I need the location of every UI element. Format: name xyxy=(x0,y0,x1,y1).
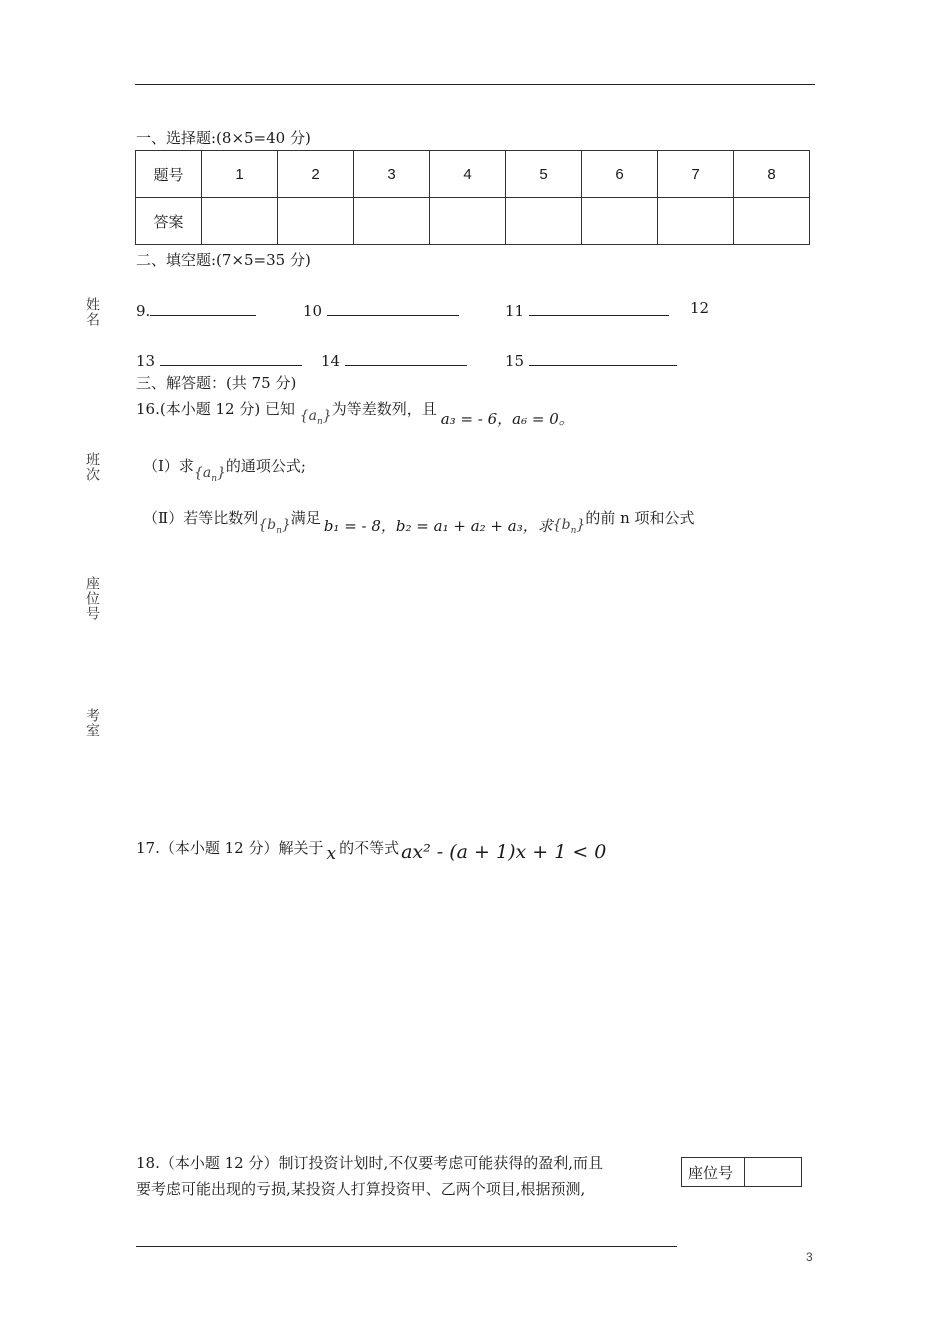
q17-variable: x xyxy=(326,844,337,864)
header-rule xyxy=(135,84,815,85)
fill-blank[interactable] xyxy=(160,349,302,366)
seq-a-symbol: $\{a_n\}$ xyxy=(193,465,226,484)
q16-part1-tail: 的通项公式; xyxy=(225,457,306,475)
seat-number-label: 座位号 xyxy=(682,1158,745,1187)
fill-label: 14 xyxy=(321,352,341,370)
q16-part1-label: （Ⅰ）求 xyxy=(143,457,194,475)
fill-label: 12 xyxy=(690,299,710,317)
side-label-seat: 座位号 xyxy=(84,576,100,621)
answer-cell[interactable] xyxy=(430,198,506,245)
fill-item-14 xyxy=(321,349,467,370)
answer-cell[interactable] xyxy=(354,198,430,245)
q16-part2-condition: b₁ = - 8，b₂ = a₁ + a₂ + a₃，求 xyxy=(323,517,553,535)
fill-item-11 xyxy=(505,299,669,320)
answer-cell[interactable] xyxy=(658,198,734,245)
row-header-number: 题号 xyxy=(136,151,202,198)
fill-label: 13 xyxy=(136,352,156,370)
seq-a-text: {a xyxy=(299,408,317,424)
question-number-cell: 6 xyxy=(582,151,658,198)
question-16-stem xyxy=(136,397,574,428)
seat-number-box xyxy=(681,1157,802,1187)
answer-cell[interactable] xyxy=(734,198,810,245)
fill-label: 10 xyxy=(303,302,323,320)
fill-item-13 xyxy=(136,349,302,370)
question-17 xyxy=(136,832,606,862)
section1-title: 一、选择题:(8×5=40 分) xyxy=(136,129,311,147)
question-16-part2 xyxy=(143,506,695,536)
row-header-answer: 答案 xyxy=(136,198,202,245)
q16-part2-tail: 的前 n 项和公式 xyxy=(585,509,695,527)
fill-label: 11 xyxy=(505,302,525,320)
q16-intro: 16.(本小题 12 分) 已知 xyxy=(136,400,295,418)
fill-blank[interactable] xyxy=(327,299,459,316)
q16-condition: a₃ = - 6，a₆ = 0。 xyxy=(440,410,574,428)
question-number-cell: 5 xyxy=(506,151,582,198)
footer-rule xyxy=(136,1246,677,1247)
question-number-cell: 4 xyxy=(430,151,506,198)
q16-part2-label: （Ⅱ）若等比数列 xyxy=(143,509,259,527)
seq-a-symbol: $\{a_n\}$ xyxy=(299,408,332,427)
fill-label: 9. xyxy=(136,302,151,320)
fill-blank[interactable] xyxy=(529,299,669,316)
question-16-part1 xyxy=(143,454,306,484)
answer-cell[interactable] xyxy=(506,198,582,245)
question-number-cell: 2 xyxy=(278,151,354,198)
fill-blank[interactable] xyxy=(345,349,467,366)
section2-title: 二、填空题:(7×5=35 分) xyxy=(136,251,311,269)
fill-item-15 xyxy=(505,349,677,370)
q17-inequality: ax² - (a + 1)x + 1 < 0 xyxy=(401,841,607,863)
q16-part2-mid: 满足 xyxy=(290,509,321,527)
fill-item-10 xyxy=(303,299,459,320)
fill-blank[interactable] xyxy=(529,349,677,366)
fill-item-12 xyxy=(690,299,709,317)
q17-mid: 的不等式 xyxy=(339,839,400,857)
fill-label: 15 xyxy=(505,352,525,370)
seq-b-symbol: $\{b_n\}$ xyxy=(258,517,291,536)
answer-cell[interactable] xyxy=(202,198,278,245)
side-label-class: 班次 xyxy=(84,452,100,482)
fill-blank[interactable] xyxy=(150,299,256,316)
question-number-cell: 7 xyxy=(658,151,734,198)
seq-b-symbol: $\{b_n\}$ xyxy=(552,517,586,536)
question-18-line1: 18.（本小题 12 分）制订投资计划时,不仅要考虑可能获得的盈利,而且 xyxy=(136,1154,604,1172)
fill-item-9 xyxy=(136,299,256,320)
page-number: 3 xyxy=(806,1250,813,1264)
answer-cell[interactable] xyxy=(278,198,354,245)
q16-arith-text: 为等差数列，且 xyxy=(331,400,437,418)
side-label-room: 考室 xyxy=(84,708,100,738)
answer-cell[interactable] xyxy=(582,198,658,245)
table-row-numbers xyxy=(136,151,810,198)
q17-intro: 17.（本小题 12 分）解关于 xyxy=(136,839,324,857)
section3-title: 三、解答题：(共 75 分) xyxy=(136,374,297,392)
seat-number-field[interactable] xyxy=(745,1158,802,1187)
question-number-cell: 8 xyxy=(734,151,810,198)
table-row-answers xyxy=(136,198,810,245)
side-label-name: 姓名 xyxy=(84,297,100,327)
answer-table xyxy=(135,150,810,245)
question-number-cell: 3 xyxy=(354,151,430,198)
question-number-cell: 1 xyxy=(202,151,278,198)
question-18-line2: 要考虑可能出现的亏损,某投资人打算投资甲、乙两个项目,根据预测, xyxy=(136,1180,586,1198)
